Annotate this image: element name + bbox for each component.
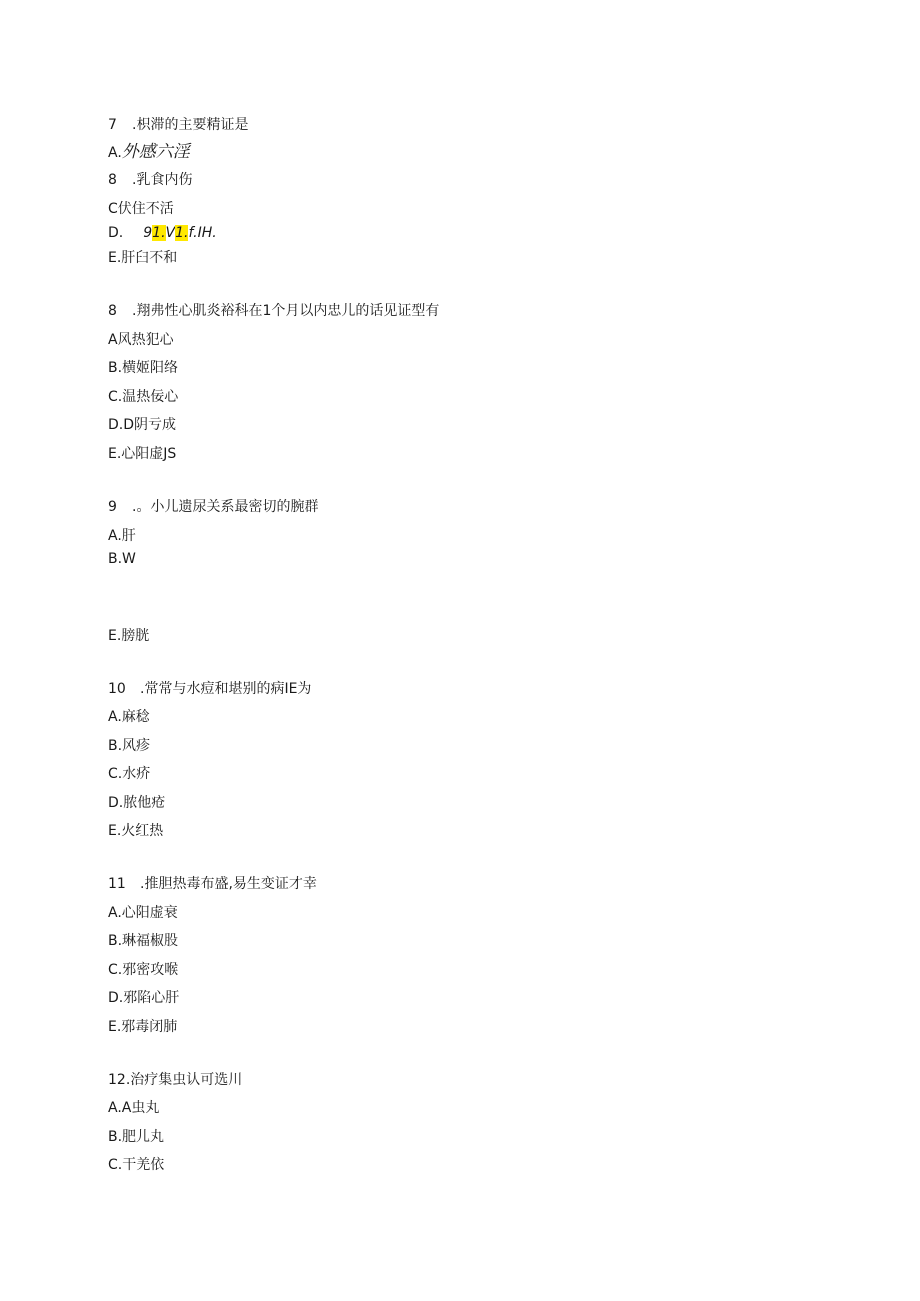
option-e: E.肝臼不和 (108, 250, 178, 266)
option-e: E.火红热 (108, 823, 164, 839)
option-b: B.W (108, 551, 136, 567)
question-text: .翔弗性心肌炎裕科在1个月以内忠儿的话见证型有 (132, 303, 440, 319)
option-text-part: V (165, 225, 176, 241)
question-8-inline (108, 171, 192, 189)
question-number: 11 (108, 876, 126, 892)
question-12: 12.治疗集虫认可选川 (108, 1072, 243, 1088)
option-c: C.干羌依 (108, 1157, 165, 1173)
question-number: 10 (108, 681, 126, 697)
option-d (108, 224, 217, 242)
option-a: A.A虫丸 (108, 1100, 160, 1116)
question-10 (108, 680, 311, 698)
option-a: A.肝 (108, 528, 136, 544)
question-11 (108, 875, 317, 893)
option-c: C伏住不活 (108, 201, 174, 217)
option-text-part: 9 (143, 225, 153, 241)
question-number: 8 (108, 303, 117, 319)
option-e: E.心阳虚JS (108, 446, 177, 462)
option-a: A.麻稔 (108, 709, 150, 725)
option-d: D.邪陷心肝 (108, 990, 180, 1006)
option-a: A.心阳虚衰 (108, 905, 178, 921)
option-b: B.横姬阳络 (108, 360, 179, 376)
option-d: D.脓他疮 (108, 795, 166, 811)
option-a: A风热犯心 (108, 332, 174, 348)
question-text: .枳滞的主要精证是 (132, 117, 249, 133)
option-b: B.琳福椒股 (108, 933, 179, 949)
question-text: .乳食内伤 (132, 172, 193, 188)
question-number: 9 (108, 499, 117, 515)
option-b: B.风疹 (108, 738, 151, 754)
option-c: C.邪密攻喉 (108, 962, 179, 978)
option-b: B.肥儿丸 (108, 1129, 165, 1145)
option-text: 外感六淫 (121, 142, 190, 161)
question-7 (108, 116, 248, 134)
question-number: 8 (108, 172, 117, 188)
question-text: .推胆热毒布盛,易生变证才幸 (140, 876, 317, 892)
highlighted-text: 1. (175, 225, 189, 241)
question-number: 7 (108, 117, 117, 133)
option-text-part: f.IH. (188, 225, 217, 241)
option-d: D.D阴亏成 (108, 417, 177, 433)
question-text: .常常与水痘和堪别的病IE为 (140, 681, 312, 697)
question-9 (108, 498, 318, 516)
option-c: C.温热佞心 (108, 389, 179, 405)
question-8 (108, 302, 439, 320)
option-prefix: A. (108, 145, 122, 161)
option-a (108, 143, 190, 162)
option-e: E.邪毒闭肺 (108, 1019, 178, 1035)
question-text: .。小儿遗尿关系最密切的腕群 (132, 499, 319, 515)
option-prefix: D. (108, 225, 124, 241)
option-e: E.膀胱 (108, 628, 150, 644)
highlighted-text: 1. (152, 225, 166, 241)
option-c: C.水疥 (108, 766, 151, 782)
